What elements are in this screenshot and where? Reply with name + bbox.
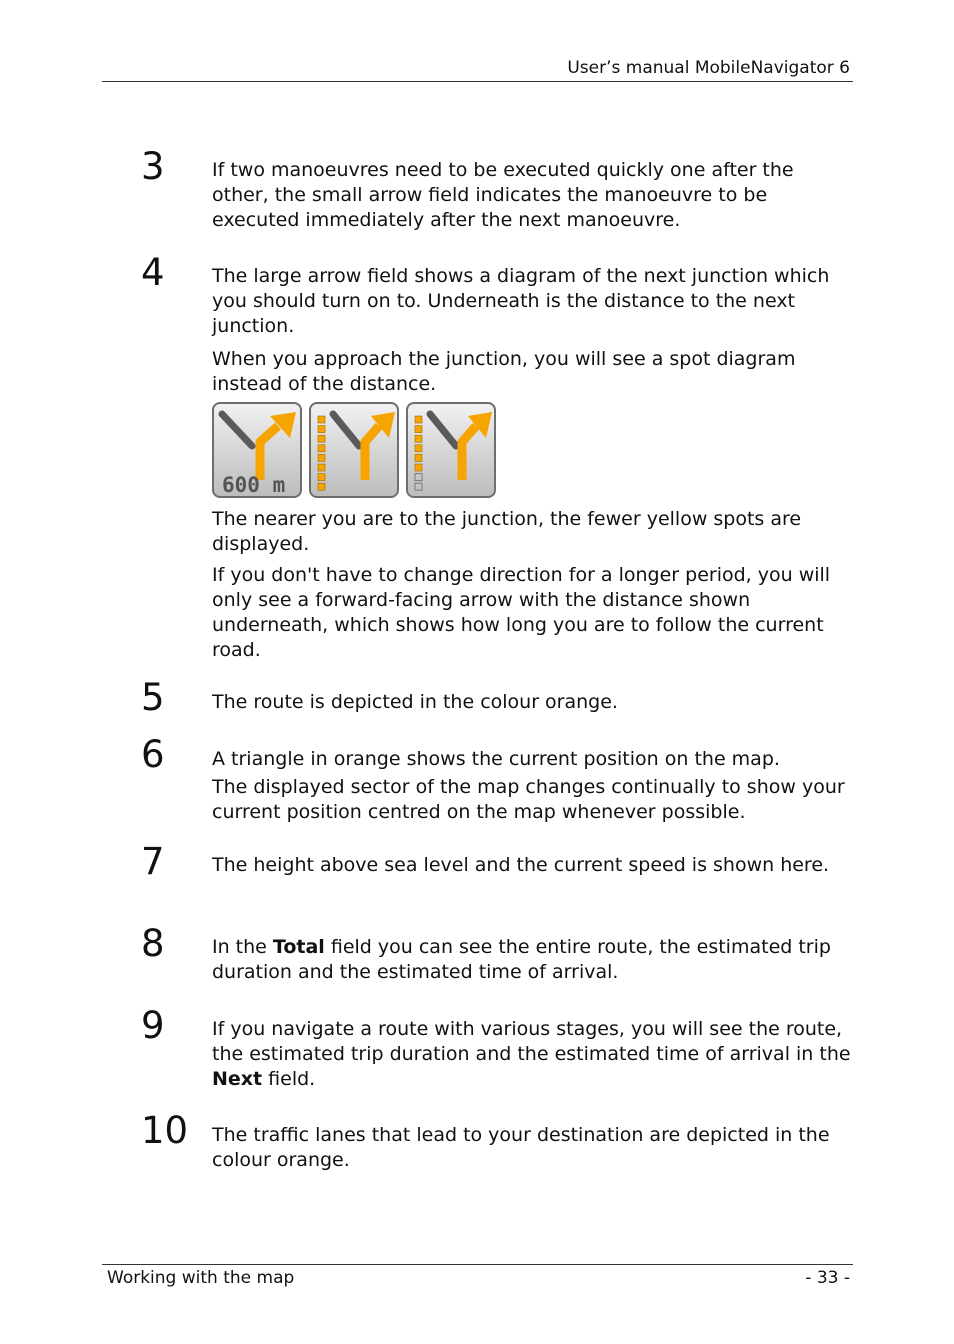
- partial-spot: [415, 454, 422, 461]
- full-spot: [318, 435, 325, 442]
- item-10-para-1: The traffic lanes that lead to your destination are depicted in the colour orange.: [212, 1124, 830, 1171]
- full-spot: [318, 426, 325, 433]
- item-number-9: 9: [141, 1004, 165, 1047]
- item-number-6: 6: [141, 733, 165, 776]
- item-8-para-1: In the Total field you can see the entire route, the estimated trip duration and the estimated time of arrival.: [212, 936, 831, 983]
- item-6-para-1: A triangle in orange shows the current position on the map.: [212, 748, 780, 770]
- partial-spot: [415, 464, 422, 471]
- item-number-4: 4: [141, 251, 165, 294]
- item-number-7: 7: [141, 840, 165, 883]
- item-4-para-1: The large arrow field shows a diagram of the next junction which you should turn on to. Underneath is the distance to the next junction.: [212, 265, 830, 337]
- full-spot: [318, 454, 325, 461]
- item-4-para-2: When you approach the junction, you will see a spot diagram instead of the distance.: [212, 348, 796, 395]
- item-number-8: 8: [141, 922, 165, 965]
- full-spot: [318, 474, 325, 481]
- header-rule: [102, 81, 853, 82]
- item-3-para-1: If two manoeuvres need to be executed quickly one after the other, the small arrow field indicates the manoeuvre to be executed immediately after the next manoeuvre.: [212, 159, 794, 231]
- turn-arrow-spots-full-icon: [310, 403, 398, 497]
- full-spot: [318, 445, 325, 452]
- full-spot: [318, 464, 325, 471]
- full-spot: [318, 483, 325, 490]
- item-7-para-1: The height above sea level and the current speed is shown here.: [212, 854, 830, 876]
- partial-spot: [415, 435, 422, 442]
- turn-arrow-icons: [212, 402, 502, 500]
- item-number-10: 10: [141, 1109, 189, 1152]
- partial-spot: [415, 445, 422, 452]
- partial-spot: [415, 426, 422, 433]
- turn-arrow-distance-icon: [213, 403, 301, 497]
- header-title: User’s manual MobileNavigator 6: [567, 58, 850, 78]
- partial-spot: [415, 416, 422, 423]
- footer-section-title: Working with the map: [107, 1268, 295, 1288]
- item-6-para-2: The displayed sector of the map changes continually to show your current position centred on the map whenever possible.: [212, 776, 845, 823]
- item-number-3: 3: [141, 145, 165, 188]
- item-9-para-1: If you navigate a route with various stages, you will see the route, the estimated trip duration and the estimated time of arrival in the Next field.: [212, 1018, 851, 1090]
- next-field-name: Next: [212, 1068, 263, 1090]
- footer-page-number: - 33 -: [805, 1268, 850, 1288]
- item-number-5: 5: [141, 676, 165, 719]
- item-4-para-3: The nearer you are to the junction, the fewer yellow spots are displayed.: [212, 508, 802, 555]
- item-4-para-4: If you don't have to change direction for a longer period, you will only see a forward-facing arrow with the distance shown underneath, which shows how long you are to follow the current road.: [212, 564, 831, 661]
- total-field-name: Total: [272, 936, 325, 958]
- turn-arrow-spots-partial-icon: [407, 403, 495, 497]
- item-5-para-1: The route is depicted in the colour orange.: [212, 691, 618, 713]
- full-spot: [318, 416, 325, 423]
- footer-rule: [102, 1264, 853, 1265]
- distance-label: 600 m: [222, 473, 286, 497]
